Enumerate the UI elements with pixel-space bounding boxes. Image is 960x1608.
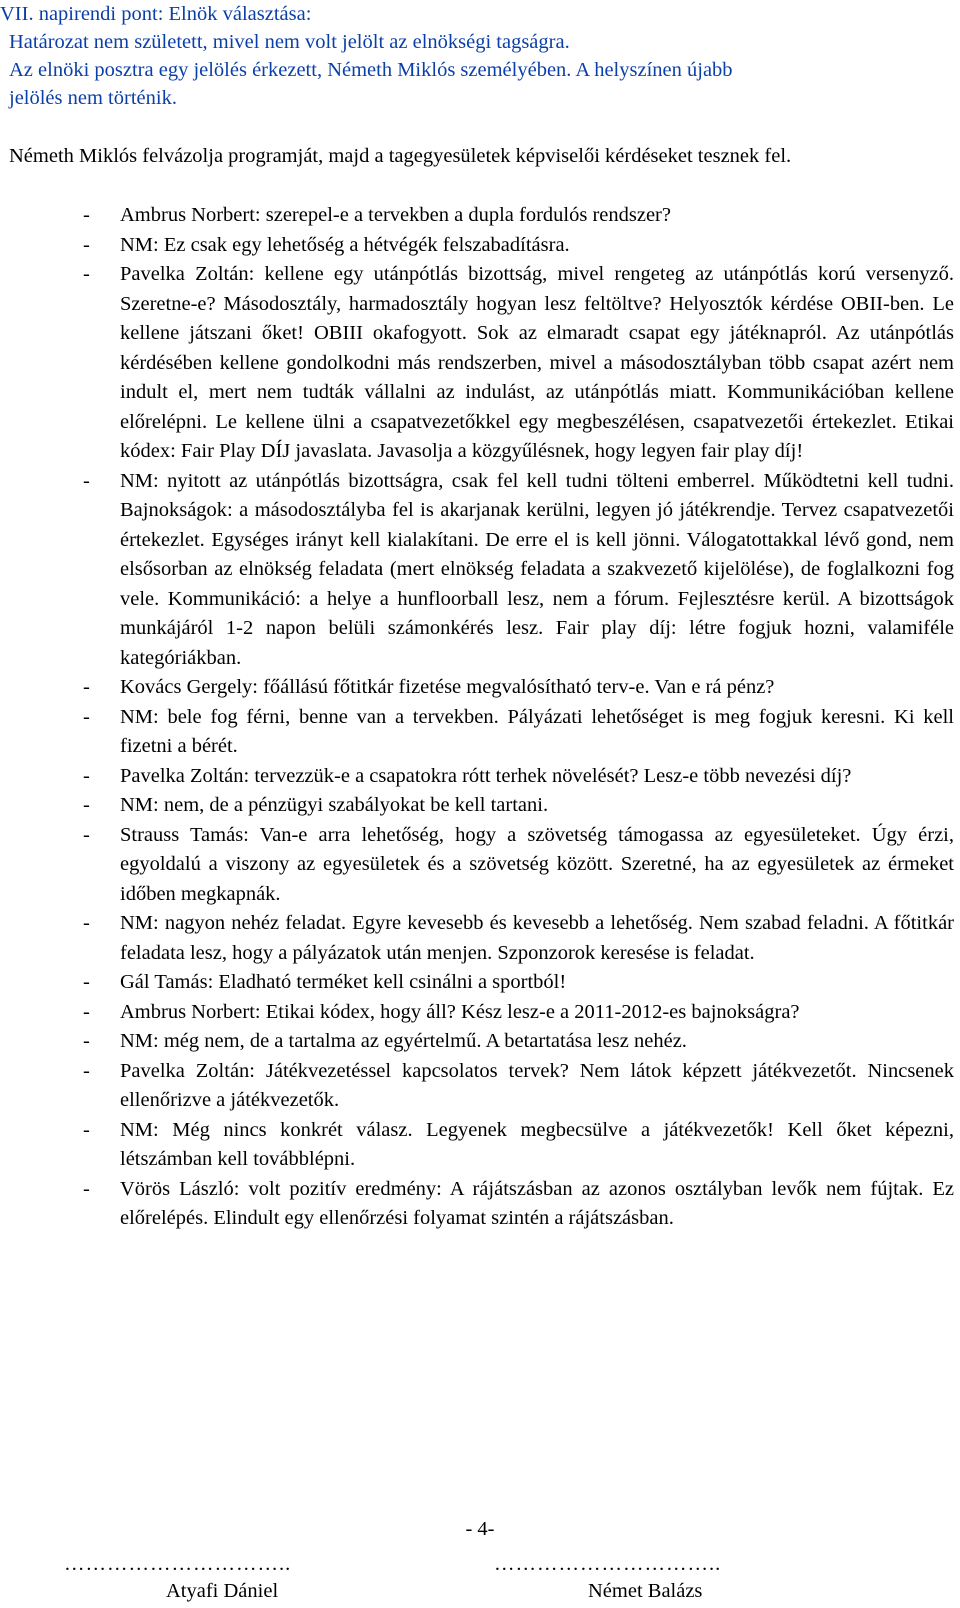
agenda-line: Határozat nem született, mivel nem volt jelölt az elnökségi tagságra. — [9, 31, 570, 53]
list-item — [0, 762, 954, 792]
list-item-text: NM: Ez csak egy lehetőség a hétvégék felszabadításra. — [120, 233, 570, 256]
signer-name-left: Atyafi Dániel — [166, 1580, 279, 1602]
signature-line-left: ………………………….. — [64, 1553, 292, 1575]
list-item-text: Pavelka Zoltán: Játékvezetéssel kapcsolatos tervek? Nem látok képzett játékvezetőt. Nincsenek ellenőrizve a játékvezetők. — [120, 1059, 954, 1111]
list-item-text: Strauss Tamás: Van-e arra lehetőség, hogy a szövetség támogassa az egyesületeket. Úgy érzi, egyoldalú a viszony az egyesületek és a szövetség között. Szeretné, ha az egyesületek az érmeket időben megkapnák. — [120, 823, 954, 905]
list-item — [0, 791, 954, 821]
list-item — [0, 1175, 954, 1234]
intro-paragraph: Németh Miklós felvázolja programját, majd a tagegyesületek képviselői kérdéseket tesznek fel. — [9, 145, 792, 167]
list-dash: - — [83, 676, 90, 698]
list-item-text: Gál Tamás: Eladható terméket kell csinálni a sportból! — [120, 971, 567, 993]
list-dash: - — [83, 705, 90, 728]
list-item — [0, 231, 954, 261]
list-dash: - — [83, 1059, 90, 1082]
list-item-text: NM: még nem, de a tartalma az egyértelmű. A betartatása lesz nehéz. — [120, 1030, 687, 1052]
list-item-text: Ambrus Norbert: szerepel-e a tervekben a dupla fordulós rendszer? — [120, 204, 671, 226]
list-item — [0, 703, 954, 762]
list-dash: - — [83, 1000, 90, 1023]
list-dash: - — [83, 1177, 90, 1200]
discussion-list — [0, 201, 960, 1234]
list-dash: - — [83, 204, 90, 226]
list-dash: - — [83, 823, 90, 846]
list-dash: - — [83, 764, 90, 787]
list-item-text: NM: nem, de a pénzügyi szabályokat be kell tartani. — [120, 794, 549, 816]
list-item — [0, 1027, 954, 1057]
list-item — [0, 260, 954, 467]
list-dash: - — [83, 469, 90, 492]
list-dash: - — [83, 971, 90, 993]
list-dash: - — [83, 263, 90, 285]
agenda-heading: VII. napirendi pont: Elnök választása: — [0, 3, 312, 25]
list-item — [0, 998, 954, 1028]
list-item — [0, 467, 954, 674]
list-dash: - — [83, 1118, 90, 1141]
list-item-text: NM: Még nincs konkrét válasz. Legyenek megbecsülve a játékvezetők! Kell őket képezni, létszámban kell továbblépni. — [120, 1118, 954, 1170]
list-item-text: Kovács Gergely: főállású főtitkár fizetése megvalósítható terv-e. Van e rá pénz? — [120, 676, 775, 698]
list-dash: - — [83, 1030, 90, 1052]
list-item — [0, 1057, 954, 1116]
list-item — [0, 909, 954, 968]
list-item — [0, 821, 954, 910]
list-dash: - — [83, 912, 90, 934]
list-item-text: Ambrus Norbert: Etikai kódex, hogy áll? Kész lesz-e a 2011-2012-es bajnokságra? — [120, 1000, 800, 1023]
agenda-line: jelölés nem történik. — [9, 87, 177, 109]
agenda-line: Az elnöki posztra egy jelölés érkezett, Németh Miklós személyében. A helyszínen újabb — [9, 59, 733, 81]
list-item-text: Pavelka Zoltán: tervezzük-e a csapatokra rótt terhek növelését? Lesz-e több nevezési díj? — [120, 764, 852, 787]
list-dash: - — [83, 233, 90, 256]
list-item-text: Pavelka Zoltán: kellene egy utánpótlás bizottság, mivel rengeteg az utánpótlás korú versenyző. Szeretne-e? Másodosztály, harmadosztály hogyan lesz feltöltve? Helyosztók kérdése OBII-ben. Le kellene játszani őket! OBIII okafogyott. Sok az elmaradt csapat egy játéknapról. Az utánpótlás kérdésében kellene gondolkodni más rendszerben, mivel a másodosztályban több csapat azért nem indult el, mert nem tudták vállalni az indulást, az utánpótlás miatt. Kommunikációban kellene előrelépni. Le kellene ülni a csapatvezetőkkel egy megbeszélésen, csapatvezetői értekezlet. Etikai kódex: Fair Play DÍJ javaslata. Javasolja a közgyűlésnek, hogy legyen fair play díj! — [120, 263, 954, 462]
list-item-text: Vörös László: volt pozitív eredmény: A rájátszásban az azonos osztályban levők nem fújtak. Ez előrelépés. Elindult egy ellenőrzési folyamat szintén a rájátszásban. — [120, 1177, 954, 1229]
signer-name-right: Német Balázs — [588, 1580, 703, 1602]
list-item-text: NM: bele fog férni, benne van a tervekben. Pályázati lehetőséget is meg fogjuk keresni. Ki kell fizetni a bérét. — [120, 705, 954, 757]
agenda-section — [0, 0, 960, 112]
list-dash: - — [83, 794, 90, 816]
list-item-text: NM: nagyon nehéz feladat. Egyre kevesebb és kevesebb a lehetőség. Nem szabad feladni. A főtitkár feladata lesz, hogy a pályázatok után menjen. Szponzorok keresése is feladat. — [120, 912, 954, 964]
list-item — [0, 968, 954, 998]
list-item-text: NM: nyitott az utánpótlás bizottságra, csak fel kell tudni tölteni emberrel. Működtetni kell tudni. Bajnokságok: a másodosztályba fel is akarjanak kerülni, legyen jó játékrendje. Tervez csapatvezetői értekezlet. Egységes irányt kell kialakítani. De erre el is kell jönni. Válogatottakkal lévő gond, nem elsősorban az elnökség feladata (mert elnökség feladata a szakvezető kijelölése), de foglalkozni fog vele. Kommunikáció: a helye a hunfloorball lesz, nem a fórum. Fejlesztésre kerül. A bizottságok munkájáról 1-2 napon belüli számonkérés lesz. Fair play díj: létre fogjuk hozni, valamiféle kategóriákban. — [120, 469, 954, 669]
signature-line-right: ………………………….. — [494, 1553, 722, 1575]
page-number: - 4- — [465, 1518, 495, 1540]
list-item — [0, 1116, 954, 1175]
list-item — [0, 201, 954, 231]
list-item — [0, 673, 954, 703]
